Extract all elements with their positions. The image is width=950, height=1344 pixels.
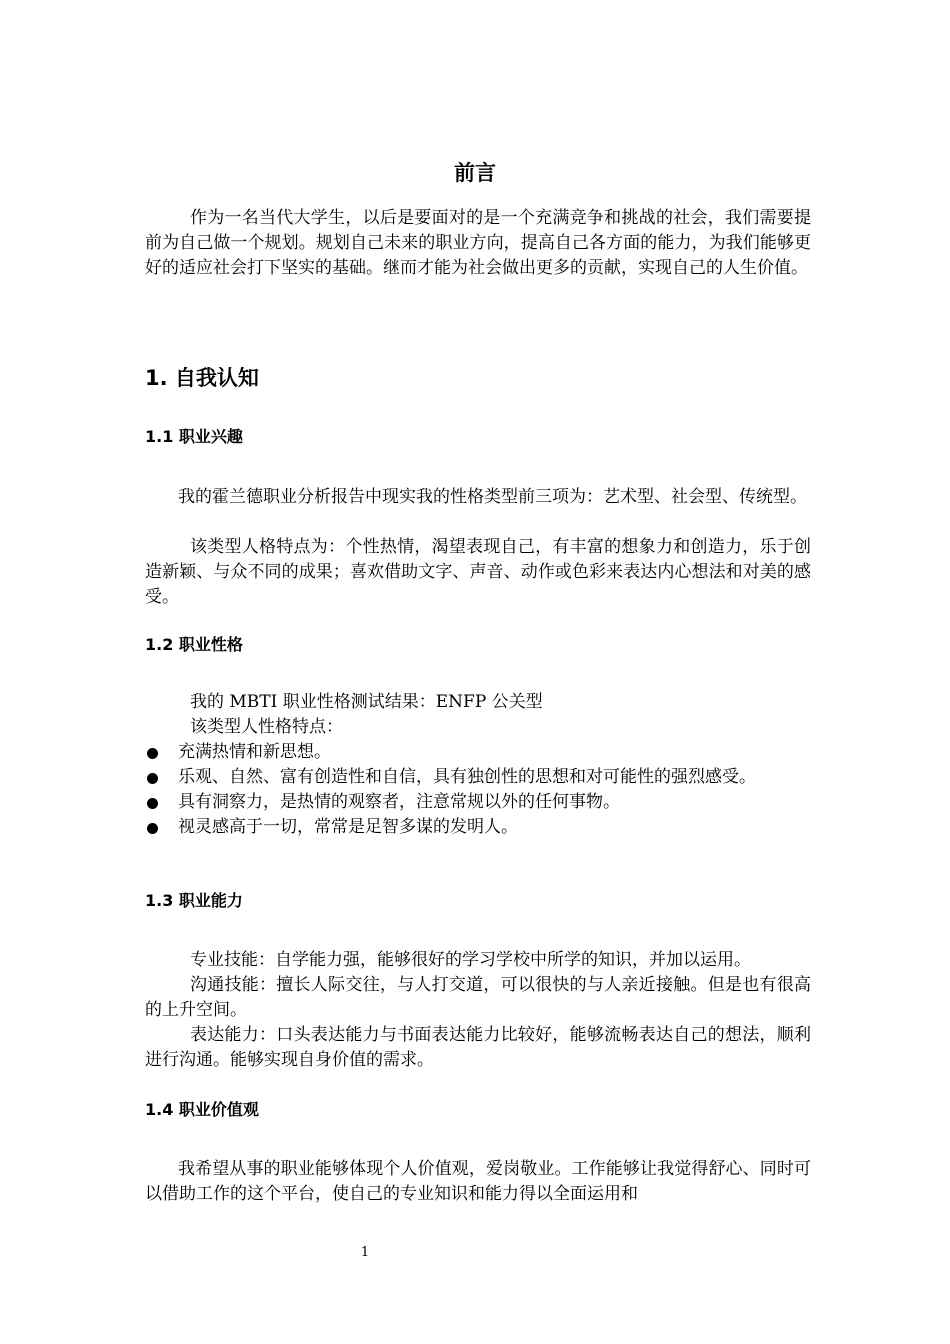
list-item: 乐观、自然、富有创造性和自信，具有独创性的思想和对可能性的强烈感受。 <box>145 765 811 790</box>
preface-paragraph: 作为一名当代大学生，以后是要面对的是一个充满竞争和挑战的社会，我们需要提前为自己做一个规划。规划自己未来的职业方向，提高自己各方面的能力，为我们能够更好的适应社会打下坚实的基础。继而才能为社会做出更多的贡献，实现自己的人生价值。 <box>145 208 811 278</box>
subsection-heading-ability: 1.3 职业能力 <box>145 891 243 910</box>
bullet-icon <box>147 798 158 809</box>
personality-bullet-list <box>145 740 811 840</box>
section-heading-self-cognition: 1. 自我认知 <box>145 366 259 390</box>
list-item: 充满热情和新思想。 <box>145 740 811 765</box>
interest-paragraph-2: 该类型人格特点为：个性热情，渴望表现自己，有丰富的想象力和创造力，乐于创造新颖、与众不同的成果；喜欢借助文字、声音、动作或色彩来表达内心想法和对美的感受。 <box>145 537 811 607</box>
ability-paragraph-2: 沟通技能：擅长人际交往，与人打交道，可以很快的与人亲近接触。但是也有很高的上升空间。 <box>145 975 811 1020</box>
ability-paragraph-3: 表达能力：口头表达能力与书面表达能力比较好，能够流畅表达自己的想法，顺利进行沟通。能够实现自身价值的需求。 <box>145 1025 811 1070</box>
personality-paragraph-1: 我的 MBTI 职业性格测试结果：ENFP 公关型 <box>190 692 543 712</box>
page-title: 前言 <box>454 161 496 185</box>
subsection-heading-values: 1.4 职业价值观 <box>145 1100 259 1119</box>
bullet-icon <box>147 748 158 759</box>
bullet-icon <box>147 773 158 784</box>
values-paragraph-1: 我希望从事的职业能够体现个人价值观，爱岗敬业。工作能够让我觉得舒心、同时可以借助工作的这个平台，使自己的专业知识和能力得以全面运用和 <box>145 1159 811 1204</box>
ability-paragraph-1: 专业技能：自学能力强，能够很好的学习学校中所学的知识，并加以运用。 <box>190 950 751 970</box>
subsection-heading-interest: 1.1 职业兴趣 <box>145 427 243 446</box>
list-item: 视灵感高于一切，常常是足智多谋的发明人。 <box>145 815 811 840</box>
interest-paragraph-1: 我的霍兰德职业分析报告中现实我的性格类型前三项为：艺术型、社会型、传统型。 <box>178 487 807 507</box>
subsection-heading-personality: 1.2 职业性格 <box>145 635 243 654</box>
bullet-icon <box>147 823 158 834</box>
personality-paragraph-2: 该类型人性格特点： <box>190 717 343 737</box>
list-item: 具有洞察力，是热情的观察者，注意常规以外的任何事物。 <box>145 790 811 815</box>
page-number: 1 <box>360 1245 370 1260</box>
